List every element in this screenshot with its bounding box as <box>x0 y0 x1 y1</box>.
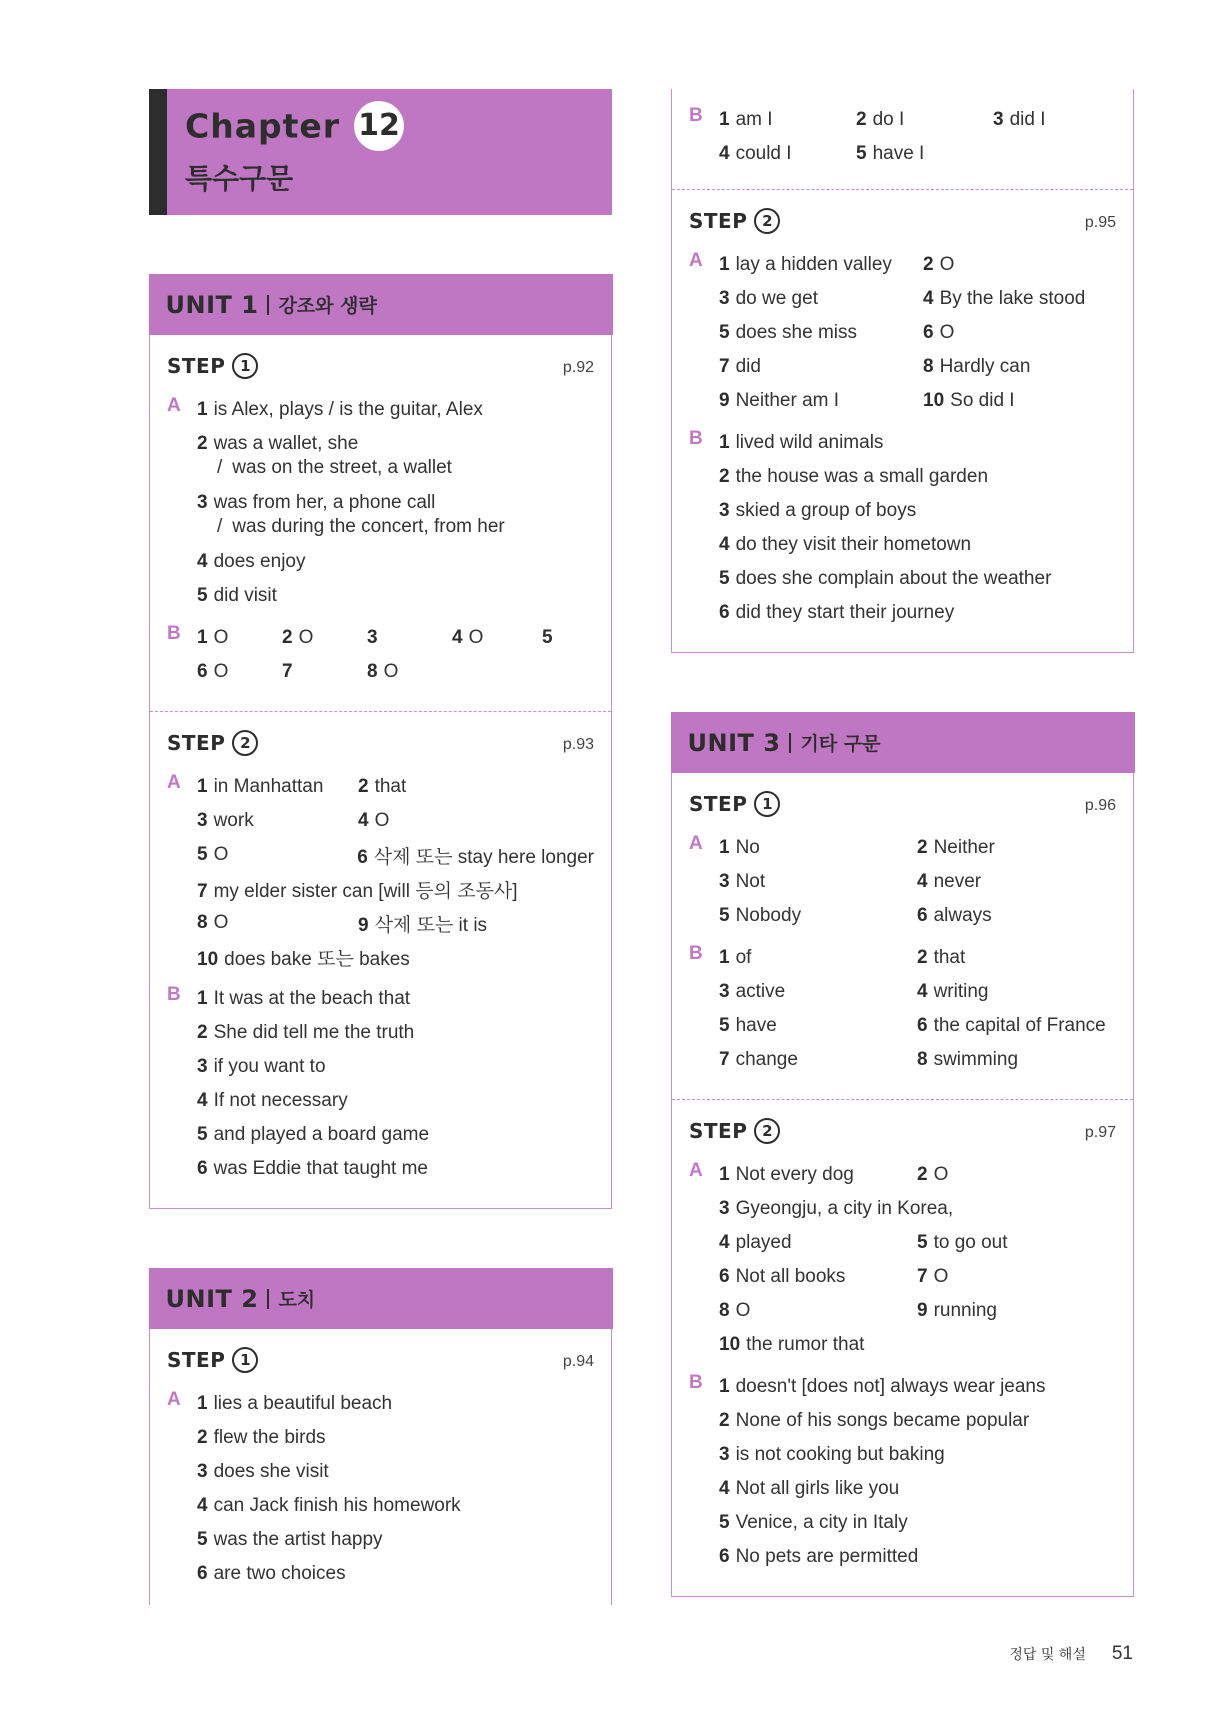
answer-item: 1 in Manhattan <box>197 776 324 797</box>
answer-item: 3 does she visit <box>197 1461 329 1482</box>
answer-item: 2 Neither <box>917 837 995 858</box>
unit-topic: 도치 <box>278 1289 316 1311</box>
chapter-number: 12 <box>354 101 404 151</box>
step-number-circle: 2 <box>232 730 258 756</box>
answer-item: 5 have I <box>856 143 925 164</box>
answer-item: 6 the capital of France <box>917 1015 1106 1036</box>
answer-item: 1 is Alex, plays / is the guitar, Alex <box>197 399 483 420</box>
page-reference: p.94 <box>562 1353 594 1370</box>
answer-item: 5 have <box>719 1015 777 1036</box>
answer-item: 2 that <box>917 947 966 968</box>
answer-item: 2 She did tell me the truth <box>197 1022 415 1043</box>
step-heading <box>167 728 594 758</box>
chapter-subtitle: 특수구문 <box>185 162 294 195</box>
section-letter: B <box>689 943 703 964</box>
step-label: STEP <box>689 1119 748 1143</box>
answer-item: 8 swimming <box>917 1049 1019 1070</box>
answer-item: 5 <box>542 627 553 648</box>
answer-item: 4 By the lake stood <box>923 288 1086 309</box>
section-b <box>689 103 1116 171</box>
answer-item: 9 삭제 또는 it is <box>358 914 488 936</box>
section-b <box>167 982 594 1186</box>
answer-item: 6 O <box>197 661 229 682</box>
answer-item: 3 work <box>197 810 254 831</box>
answer-item: 8 Hardly can <box>923 356 1031 377</box>
unit-divider <box>789 733 791 753</box>
chapter-word: Chapter <box>185 106 341 146</box>
answer-item: 1 lies a beautiful beach <box>197 1393 393 1414</box>
answer-item: 7 <box>282 661 293 682</box>
answer-item: 4 never <box>917 871 982 892</box>
answer-item: 1 lay a hidden valley <box>719 254 892 275</box>
answer-item: 1 am I <box>719 109 773 130</box>
section-letter: A <box>689 833 703 854</box>
section-b <box>167 621 594 689</box>
answer-item: 5 did visit <box>197 585 277 606</box>
answer-item: 2 the house was a small garden <box>719 466 989 487</box>
section-letter: A <box>689 250 703 271</box>
answer-item: 6 삭제 또는 stay here longer <box>357 846 594 868</box>
footer-label: 정답 및 해설 <box>1009 1647 1086 1663</box>
section-a <box>689 1158 1116 1362</box>
unit-3 <box>671 712 1134 1597</box>
answer-item: 5 was the artist happy <box>197 1529 383 1550</box>
answer-item: 3 did I <box>993 109 1046 130</box>
answer-item: 4 does enjoy <box>197 551 306 572</box>
unit-topic: 기타 구문 <box>800 733 881 755</box>
page-reference: p.95 <box>1084 214 1116 231</box>
section-b <box>689 1370 1116 1574</box>
answer-item: 3 was from her, a phone call <box>197 492 436 513</box>
page-reference: p.93 <box>562 736 594 753</box>
answer-item: 10 does bake 또는 bakes <box>197 948 410 970</box>
answer-item: 1 of <box>719 947 752 968</box>
answer-item: 1 Not every dog <box>719 1164 854 1185</box>
answer-item: 4 Not all girls like you <box>719 1478 900 1499</box>
page-reference: p.92 <box>562 359 594 376</box>
answer-item: 6 was Eddie that taught me <box>197 1158 428 1179</box>
unit-2-step-1 <box>150 1329 611 1613</box>
answer-item: 4 If not necessary <box>197 1090 348 1111</box>
unit-divider <box>267 295 269 315</box>
answer-item: 2 was a wallet, she <box>197 433 359 454</box>
answer-item: 1 O <box>197 627 229 648</box>
step-number-circle: 1 <box>754 791 780 817</box>
section-letter: B <box>167 623 181 644</box>
answer-item: 8 O <box>197 912 229 933</box>
answer-item: 3 active <box>719 981 786 1002</box>
unit-3-step-2 <box>672 1099 1133 1596</box>
answer-item: 9 running <box>917 1300 997 1321</box>
section-a <box>689 831 1116 933</box>
step-label: STEP <box>167 731 226 755</box>
answer-item: 6 are two choices <box>197 1563 346 1584</box>
unit-label: UNIT 2 <box>165 1284 259 1313</box>
section-letter: B <box>689 1372 703 1393</box>
step-number-circle: 2 <box>754 1118 780 1144</box>
answer-item: 2 that <box>358 776 407 797</box>
section-a <box>167 770 594 974</box>
step-label: STEP <box>167 1348 226 1372</box>
unit-1-step-2 <box>150 711 611 1208</box>
answer-item: 5 and played a board game <box>197 1124 430 1145</box>
page-reference: p.96 <box>1084 797 1116 814</box>
section-letter: A <box>167 1389 181 1410</box>
answer-item: 5 does she complain about the weather <box>719 568 1052 589</box>
answer-item: 1 lived wild animals <box>719 432 884 453</box>
answer-item: 4 could I <box>719 143 792 164</box>
answer-item: 2 O <box>917 1164 949 1185</box>
step-label: STEP <box>167 354 226 378</box>
unit-3-header <box>671 712 1135 773</box>
answer-item: 4 writing <box>917 981 989 1002</box>
answer-item: 4 O <box>358 810 390 831</box>
answer-item: 7 change <box>719 1049 798 1070</box>
answer-item: 5 does she miss <box>719 322 858 343</box>
answer-item: 3 <box>367 627 378 648</box>
answer-item: 5 Nobody <box>719 905 802 926</box>
unit-1-header <box>149 274 613 335</box>
step-label: STEP <box>689 209 748 233</box>
right-column <box>671 89 1134 1597</box>
unit-label: UNIT 3 <box>687 728 781 757</box>
step-number-circle: 1 <box>232 353 258 379</box>
page-number: 51 <box>1111 1643 1133 1664</box>
answer-item: 3 if you want to <box>197 1056 326 1077</box>
section-letter: A <box>167 772 181 793</box>
answer-item: 2 None of his songs became popular <box>719 1410 1030 1431</box>
left-column <box>149 89 612 1605</box>
answer-item: 4 played <box>719 1232 792 1253</box>
step-heading <box>167 1345 594 1375</box>
answer-item: 2 O <box>282 627 314 648</box>
answer-continuation: / was during the concert, from her <box>217 516 505 537</box>
answer-item: 7 O <box>917 1266 949 1287</box>
answer-item: 8 O <box>719 1300 751 1321</box>
unit-3-step-1 <box>672 773 1133 1099</box>
section-letter: B <box>689 105 703 126</box>
unit-2-continued <box>671 89 1134 653</box>
answer-item: 2 O <box>923 254 955 275</box>
answer-continuation: / was on the street, a wallet <box>217 457 452 478</box>
unit-1 <box>149 274 612 1209</box>
page-footer <box>1009 1643 1133 1665</box>
section-b <box>689 426 1116 630</box>
step-label: STEP <box>689 792 748 816</box>
answer-item: 3 do we get <box>719 288 818 309</box>
unit-2 <box>149 1268 612 1605</box>
answer-item: 7 my elder sister can [will 등의 조동사] <box>197 880 518 902</box>
answer-item: 1 It was at the beach that <box>197 988 411 1009</box>
section-letter: A <box>167 395 181 416</box>
unit-divider <box>267 1289 269 1309</box>
answer-item: 5 to go out <box>917 1232 1008 1253</box>
section-b <box>689 941 1116 1077</box>
unit-1-step-1 <box>150 335 611 711</box>
unit-label: UNIT 1 <box>165 290 259 319</box>
answer-item: 5 O <box>197 844 229 865</box>
answer-item: 1 doesn't [does not] always wear jeans <box>719 1376 1046 1397</box>
chapter-header <box>149 89 612 215</box>
section-letter: B <box>167 984 181 1005</box>
answer-item: 10 So did I <box>923 390 1015 411</box>
answer-item: 3 is not cooking but baking <box>719 1444 945 1465</box>
answer-item: 7 did <box>719 356 761 377</box>
step-heading <box>689 206 1116 236</box>
answer-item: 3 Not <box>719 871 766 892</box>
unit-2-header <box>149 1268 613 1329</box>
answer-item: 2 do I <box>856 109 905 130</box>
answer-item: 10 the rumor that <box>719 1334 865 1355</box>
answer-item: 2 flew the birds <box>197 1427 326 1448</box>
answer-item: 4 O <box>452 627 484 648</box>
unit-2-step-2 <box>672 189 1133 652</box>
section-a <box>167 1387 594 1591</box>
answer-item: 3 Gyeongju, a city in Korea, <box>719 1198 954 1219</box>
unit-topic: 강조와 생략 <box>278 295 377 317</box>
section-a <box>689 248 1116 418</box>
answer-item: 3 skied a group of boys <box>719 500 917 521</box>
step-heading <box>689 1116 1116 1146</box>
answer-item: 9 Neither am I <box>719 390 840 411</box>
answer-item: 6 Not all books <box>719 1266 846 1287</box>
step-number-circle: 1 <box>232 1347 258 1373</box>
answer-item: 6 did they start their journey <box>719 602 955 623</box>
section-letter: B <box>689 428 703 449</box>
step-heading <box>689 789 1116 819</box>
answer-item: 8 O <box>367 661 399 682</box>
section-a <box>167 393 594 613</box>
unit-2-step-1-continued <box>672 89 1133 189</box>
answer-item: 6 O <box>923 322 955 343</box>
section-letter: A <box>689 1160 703 1181</box>
page-reference: p.97 <box>1084 1124 1116 1141</box>
answer-item: 6 No pets are permitted <box>719 1546 919 1567</box>
step-heading <box>167 351 594 381</box>
answer-item: 5 Venice, a city in Italy <box>719 1512 908 1533</box>
answer-item: 4 can Jack finish his homework <box>197 1495 461 1516</box>
answer-item: 1 No <box>719 837 760 858</box>
answer-item: 4 do they visit their hometown <box>719 534 972 555</box>
step-number-circle: 2 <box>754 208 780 234</box>
answer-item: 6 always <box>917 905 992 926</box>
